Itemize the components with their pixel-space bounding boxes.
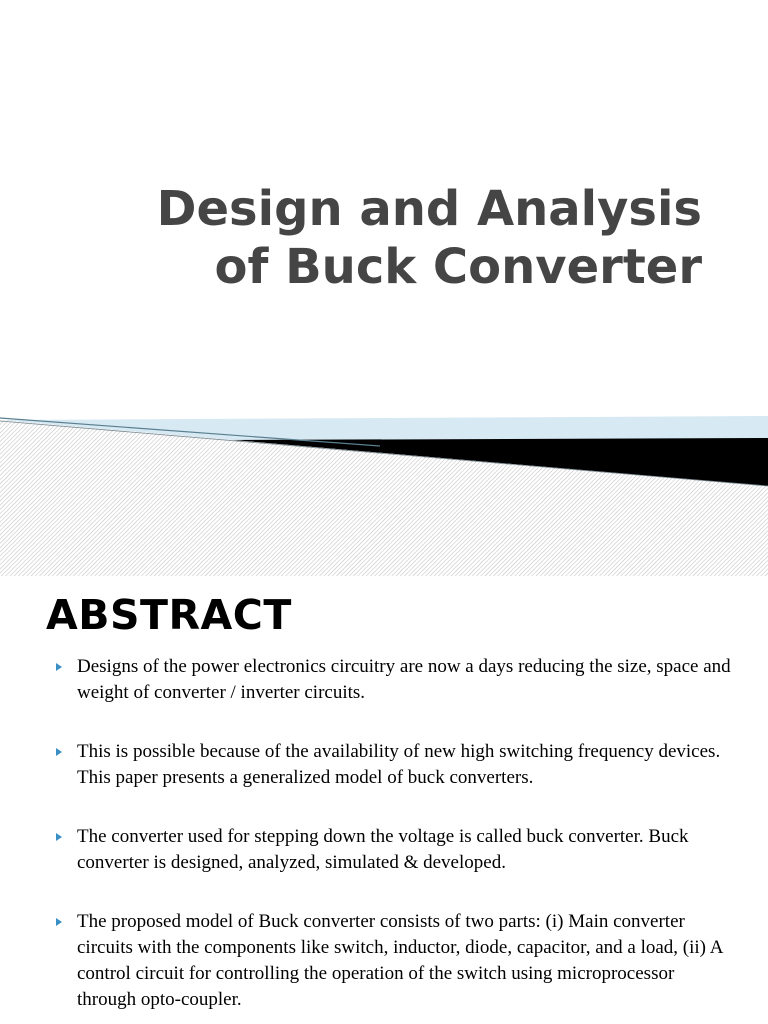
slide-title <box>42 180 702 296</box>
bullet-arrow-icon <box>56 748 62 756</box>
bullet-arrow-icon <box>56 663 62 671</box>
bullet-item <box>54 909 734 1013</box>
bullet-list <box>54 654 734 1024</box>
bullet-arrow-icon <box>56 833 62 841</box>
abstract-slide <box>0 576 768 1024</box>
bullet-item <box>54 739 734 791</box>
bullet-text: This is possible because of the availability of new high switching frequency devices. This paper presents a generalized model of buck converters. <box>77 741 721 788</box>
title-line-2: of Buck Converter <box>214 239 702 295</box>
bullet-text: The proposed model of Buck converter consists of two parts: (i) Main converter circuits with the components like switch, inductor, diode, capacitor, and a load, (ii) A control circuit for controlling the operation of the switch using microprocessor through opto-coupler. <box>77 911 723 1010</box>
title-line-1: Design and Analysis <box>156 181 702 237</box>
bullet-arrow-icon <box>56 918 62 926</box>
bullet-text: Designs of the power electronics circuitry are now a days reducing the size, space and weight of converter / inverter circuits. <box>77 656 731 703</box>
bullet-item <box>54 654 734 706</box>
bullet-item <box>54 824 734 876</box>
abstract-heading: ABSTRACT <box>46 591 292 639</box>
bullet-text: The converter used for stepping down the voltage is called buck converter. Buck converter is designed, analyzed, simulated & developed. <box>77 826 689 873</box>
